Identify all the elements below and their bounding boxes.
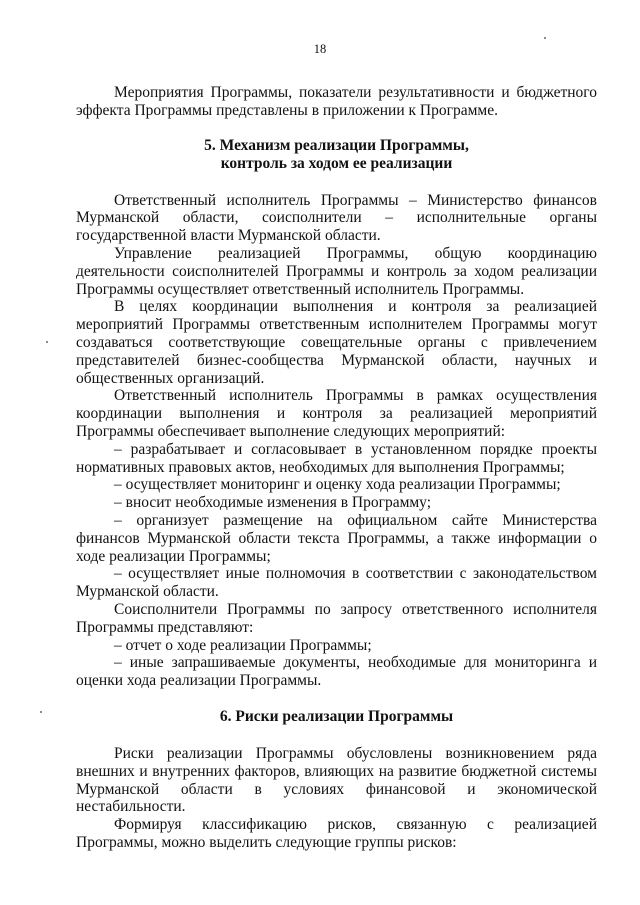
section-5-list-item: – осуществляет мониторинг и оценку хода реализации Программы;: [114, 476, 561, 494]
section-5-paragraph: Управление реализацией Программы, общую координацию деятельности соисполнителей Программы и контроль за ходом реализации Программы осуществляет ответственный исполнитель Программы.: [76, 244, 597, 298]
page-number: 18: [313, 42, 327, 56]
scan-speck: [544, 37, 546, 39]
section-5-list-item: – осуществляет иные полномочия в соответствии с законодательством Мурманской области.: [76, 565, 597, 601]
intro-paragraph: Мероприятия Программы, показатели результативности и бюджетного эффекта Программы представлены в приложении к Программе.: [76, 84, 597, 119]
section-6-paragraph: Формируя классификацию рисков, связанную с реализацией Программы, можно выделить следующие группы рисков:: [76, 816, 597, 851]
scan-speck: [40, 711, 42, 713]
section-5-list-item: – иные запрашиваемые документы, необходимые для мониторинга и оценки хода реализации Программы.: [76, 654, 597, 690]
section-5-list-item: – разрабатывает и согласовывает в установленном порядке проекты нормативных правовых актов, необходимых для выполнения Программы;: [76, 440, 597, 476]
section-6-title: 6. Риски реализации Программы: [219, 707, 454, 725]
scan-speck: [46, 341, 48, 343]
section-6-paragraph: Риски реализации Программы обусловлены возникновением ряда внешних и внутренних факторов, влияющих на развитие бюджетной системы Мурманской области в условиях финансовой и экономической нестабильности.: [76, 744, 597, 816]
section-5-paragraph: Соисполнители Программы по запросу ответственного исполнителя Программы представляют:: [76, 600, 597, 636]
document-body: [76, 84, 597, 852]
section-5-paragraph: В целях координации выполнения и контроля за реализацией мероприятий Программы ответственным исполнителем Программы могут создаваться соответствующие совещательные органы с привлечением представителей бизнес-сообщества Мурманской области, научных и общественных организаций.: [76, 298, 597, 387]
section-5-title-line-1: 5. Механизм реализации Программы,: [204, 136, 469, 154]
section-5-list-item: – вносит необходимые изменения в Программу;: [114, 494, 432, 512]
section-5-title-line-2: контроль за ходом ее реализации: [220, 154, 453, 172]
section-5-paragraph: Ответственный исполнитель Программы – Министерство финансов Мурманской области, соисполнители – исполнительные органы государственной власти Мурманской области.: [76, 191, 597, 245]
section-5-list-item: – отчет о ходе реализации Программы;: [114, 636, 372, 654]
section-5-paragraph: Ответственный исполнитель Программы в рамках осуществления координации выполнения и контроля за реализацией мероприятий Программы обеспечивает выполнение следующих мероприятий:: [76, 387, 597, 440]
section-5-list-item: – организует размещение на официальном сайте Министерства финансов Мурманской области текста Программы, а также информации о ходе реализации Программы;: [76, 511, 597, 565]
